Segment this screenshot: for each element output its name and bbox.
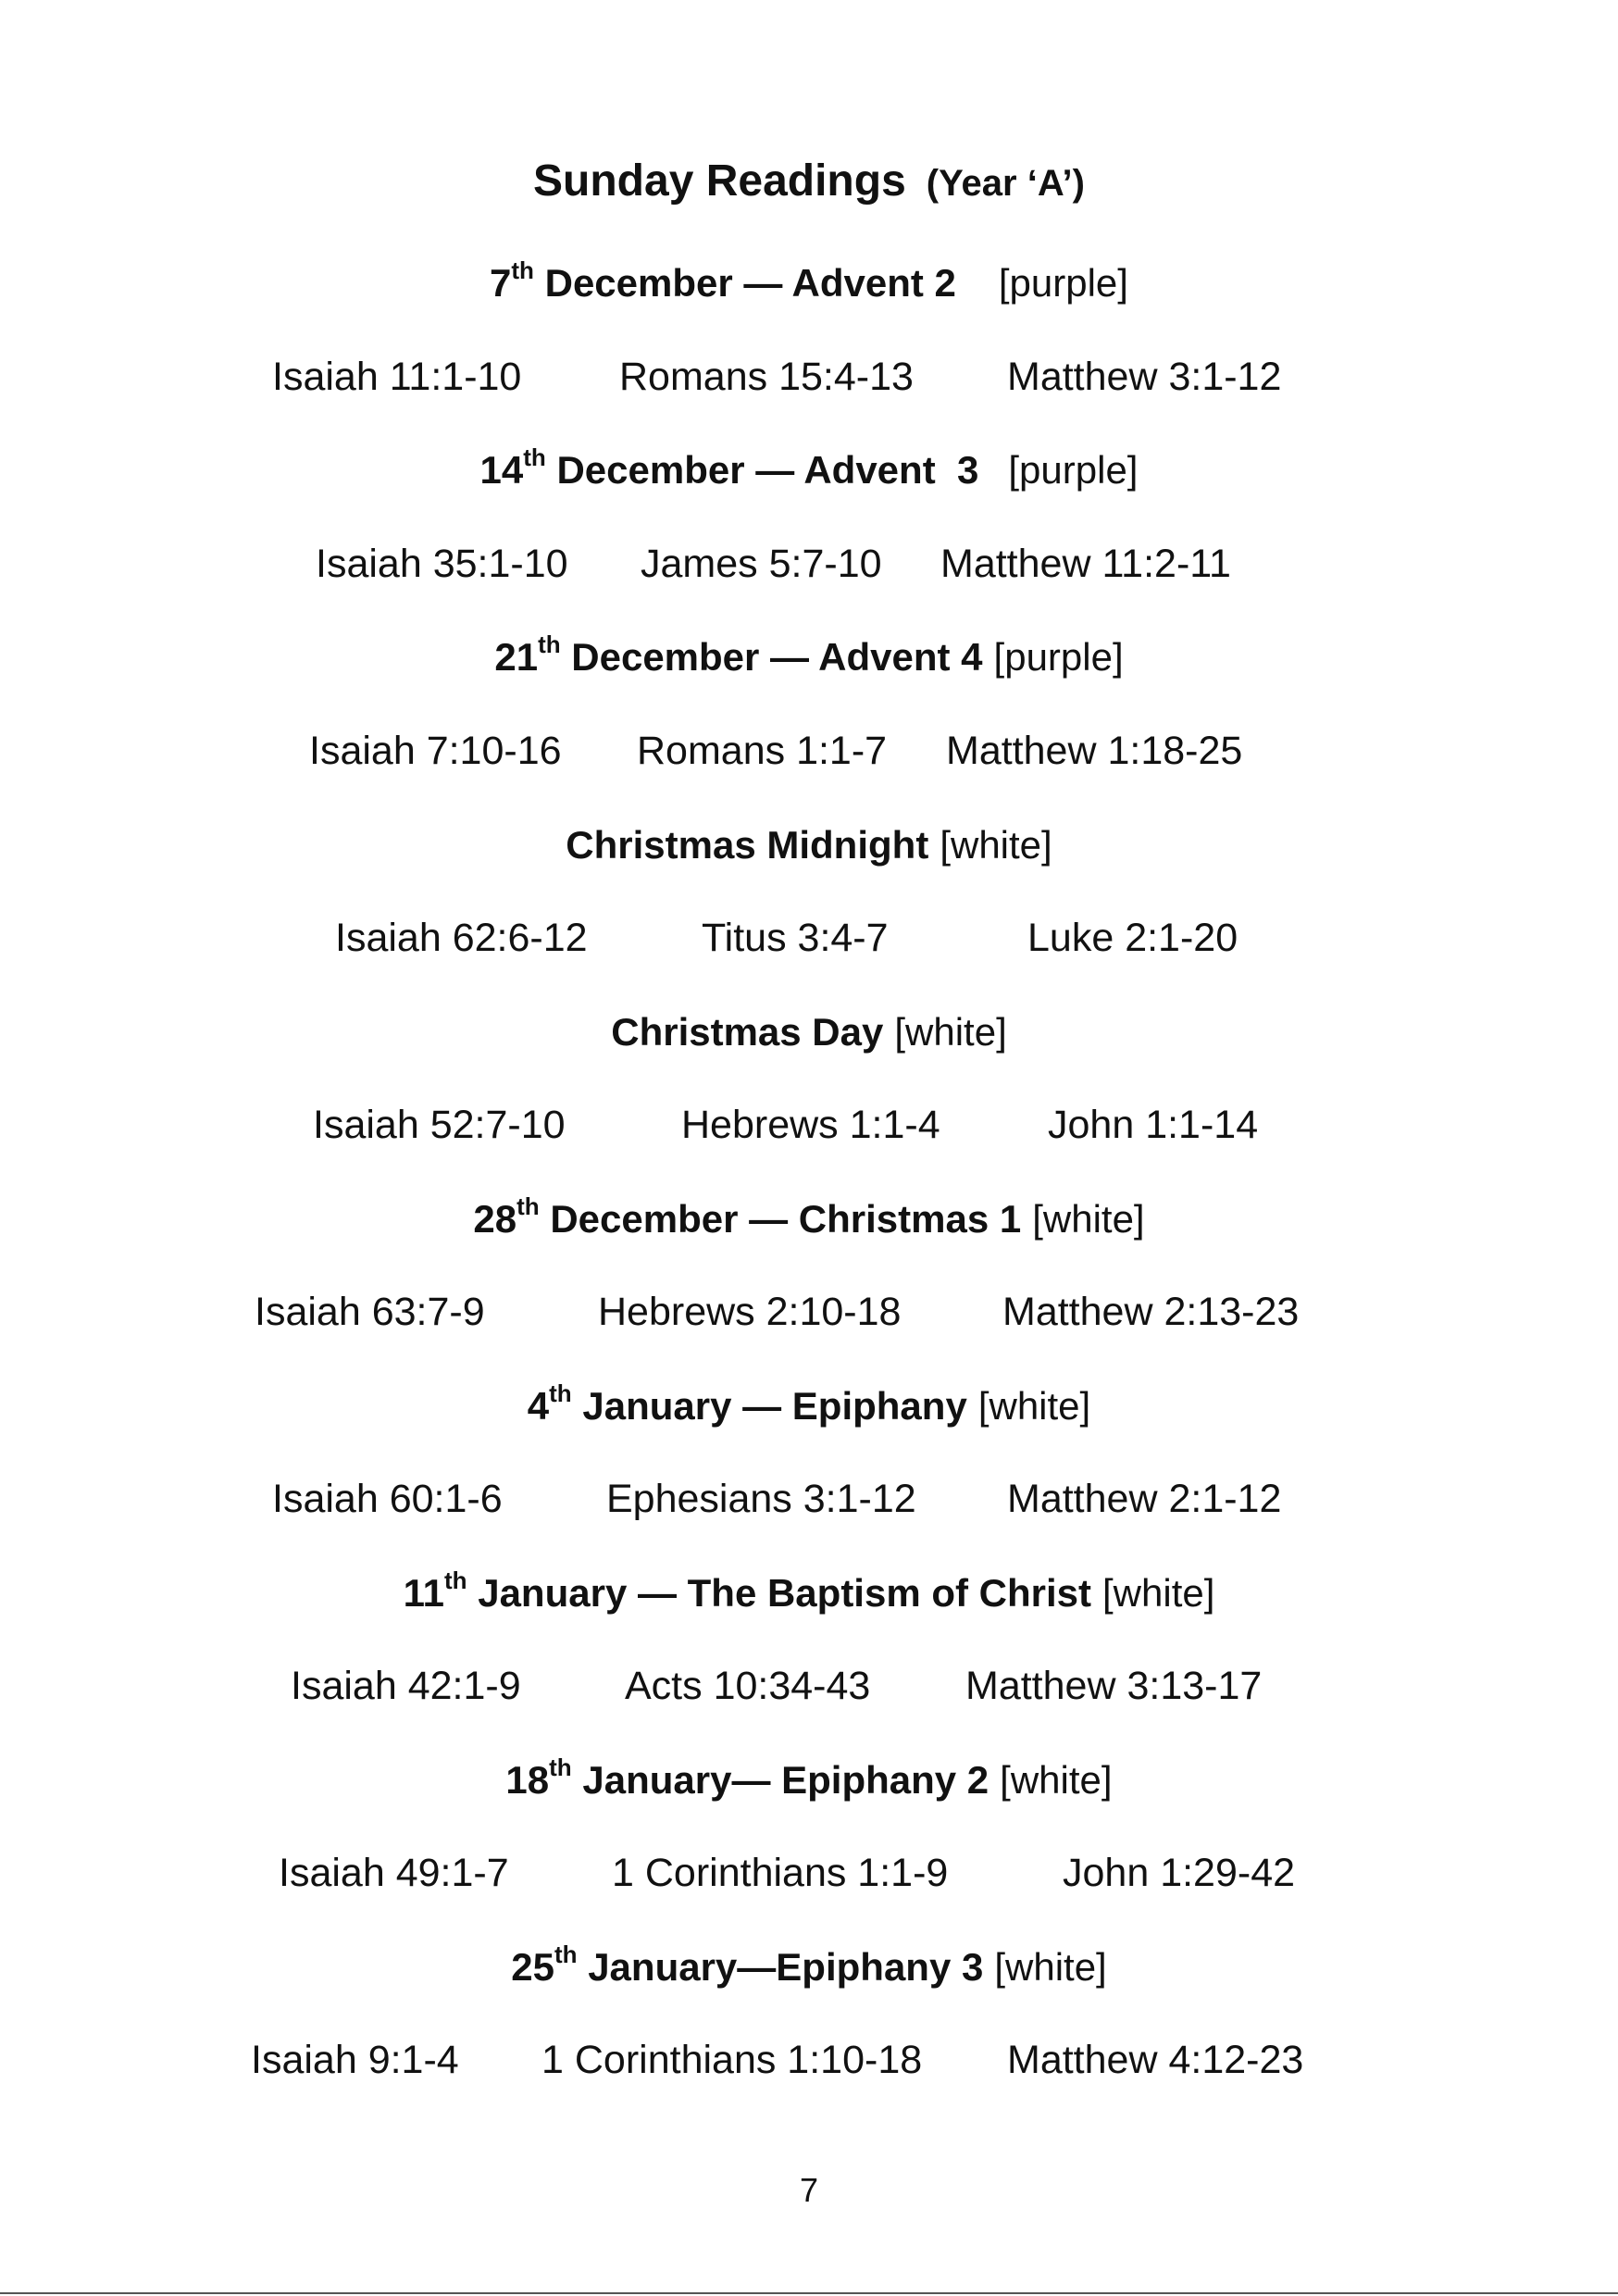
- reading-gospel: Matthew 11:2-11: [940, 542, 1231, 586]
- bottom-rule: [0, 2292, 1618, 2294]
- reading-gospel: Matthew 3:1-12: [1007, 355, 1282, 399]
- readings-row: [0, 2034, 1618, 2086]
- entry-label: January— Epiphany 2: [571, 1758, 989, 1802]
- entry-heading: [0, 1941, 1618, 1993]
- entry-label: Christmas Midnight: [566, 823, 929, 867]
- entry-heading: [0, 1380, 1618, 1432]
- reading-gospel: Matthew 3:13-17: [965, 1664, 1263, 1708]
- entry-day-suffix: th: [444, 1566, 467, 1594]
- page-title-year: (Year ‘A’): [926, 163, 1085, 204]
- entry-day-suffix: th: [523, 443, 546, 471]
- entry-label: December — Christmas 1: [539, 1197, 1022, 1241]
- entry-label: December — Advent 4: [560, 635, 983, 679]
- reading-old-testament: Isaiah 62:6-12: [335, 916, 588, 960]
- reading-old-testament: Isaiah 52:7-10: [313, 1103, 566, 1147]
- readings-row: [0, 351, 1618, 403]
- liturgical-colour: [purple]: [1008, 448, 1139, 492]
- readings-row: [0, 725, 1618, 777]
- reading-gospel: Matthew 4:12-23: [1007, 2038, 1304, 2082]
- reading-gospel: Matthew 2:13-23: [1002, 1290, 1300, 1334]
- reading-epistle: 1 Corinthians 1:10-18: [541, 2038, 923, 2082]
- readings-row: [0, 1847, 1618, 1899]
- entry-day-suffix: th: [511, 256, 534, 284]
- entry-day-suffix: th: [554, 1940, 578, 1968]
- liturgical-colour: [white]: [894, 1010, 1007, 1054]
- entry-heading: [0, 257, 1618, 309]
- reading-old-testament: Isaiah 11:1-10: [272, 355, 522, 399]
- entry-label: January — The Baptism of Christ: [467, 1571, 1092, 1615]
- reading-gospel: Matthew 2:1-12: [1007, 1477, 1282, 1521]
- readings-row: [0, 1473, 1618, 1525]
- entry-heading: [0, 1567, 1618, 1619]
- entry-label: January — Epiphany: [571, 1384, 967, 1428]
- page-number: 7: [799, 2171, 819, 2209]
- reading-epistle: 1 Corinthians 1:1-9: [612, 1851, 949, 1895]
- entry-heading: [0, 819, 1618, 871]
- entry-label: December — Advent 2: [533, 261, 956, 305]
- reading-gospel: Luke 2:1-20: [1027, 916, 1238, 960]
- entry-day: 7: [490, 261, 512, 305]
- entry-heading: [0, 1006, 1618, 1058]
- entry-day: 11: [403, 1571, 444, 1615]
- entry-day-suffix: th: [538, 630, 561, 658]
- entry-heading: [0, 1193, 1618, 1245]
- reading-gospel: Matthew 1:18-25: [946, 729, 1243, 773]
- liturgical-colour: [purple]: [998, 261, 1128, 305]
- entry-day: 28: [473, 1197, 517, 1241]
- reading-epistle: Hebrews 2:10-18: [598, 1290, 902, 1334]
- entry-day-suffix: th: [549, 1753, 572, 1781]
- entry-day: 21: [494, 635, 539, 679]
- readings-row: [0, 912, 1618, 964]
- entry-label: December — Advent 3: [545, 448, 979, 492]
- liturgical-colour: [purple]: [993, 635, 1124, 679]
- entry-day: 18: [505, 1758, 550, 1802]
- reading-epistle: Titus 3:4-7: [702, 916, 889, 960]
- reading-old-testament: Isaiah 49:1-7: [279, 1851, 509, 1895]
- reading-gospel: John 1:1-14: [1048, 1103, 1259, 1147]
- reading-epistle: James 5:7-10: [641, 542, 882, 586]
- readings-row: [0, 1660, 1618, 1712]
- entry-day-suffix: th: [549, 1379, 572, 1407]
- page-title-main: Sunday Readings: [533, 156, 906, 206]
- liturgical-colour: [white]: [994, 1945, 1107, 1989]
- reading-old-testament: Isaiah 63:7-9: [255, 1290, 485, 1334]
- reading-old-testament: Isaiah 60:1-6: [272, 1477, 503, 1521]
- reading-epistle: Ephesians 3:1-12: [606, 1477, 916, 1521]
- liturgical-colour: [white]: [977, 1384, 1091, 1428]
- reading-old-testament: Isaiah 9:1-4: [251, 2038, 459, 2082]
- reading-gospel: John 1:29-42: [1063, 1851, 1296, 1895]
- entry-day: 4: [527, 1384, 550, 1428]
- entry-heading: [0, 631, 1618, 683]
- readings-row: [0, 538, 1618, 590]
- entry-label: January—Epiphany 3: [577, 1945, 984, 1989]
- reading-epistle: Romans 15:4-13: [619, 355, 914, 399]
- entry-day: 25: [511, 1945, 554, 1989]
- reading-epistle: Hebrews 1:1-4: [681, 1103, 940, 1147]
- liturgical-colour: [white]: [1000, 1758, 1113, 1802]
- entry-heading: [0, 444, 1618, 496]
- reading-epistle: Romans 1:1-7: [637, 729, 888, 773]
- liturgical-colour: [white]: [1102, 1571, 1215, 1615]
- reading-epistle: Acts 10:34-43: [625, 1664, 871, 1708]
- liturgical-colour: [white]: [940, 823, 1052, 867]
- entry-day: 14: [479, 448, 524, 492]
- entry-heading: [0, 1754, 1618, 1806]
- readings-row: [0, 1286, 1618, 1338]
- page-title: [0, 154, 1618, 219]
- reading-old-testament: Isaiah 35:1-10: [316, 542, 568, 586]
- entry-label: Christmas Day: [611, 1010, 884, 1054]
- readings-row: [0, 1099, 1618, 1151]
- liturgical-colour: [white]: [1032, 1197, 1145, 1241]
- entry-day-suffix: th: [517, 1192, 540, 1220]
- reading-old-testament: Isaiah 7:10-16: [309, 729, 562, 773]
- reading-old-testament: Isaiah 42:1-9: [291, 1664, 521, 1708]
